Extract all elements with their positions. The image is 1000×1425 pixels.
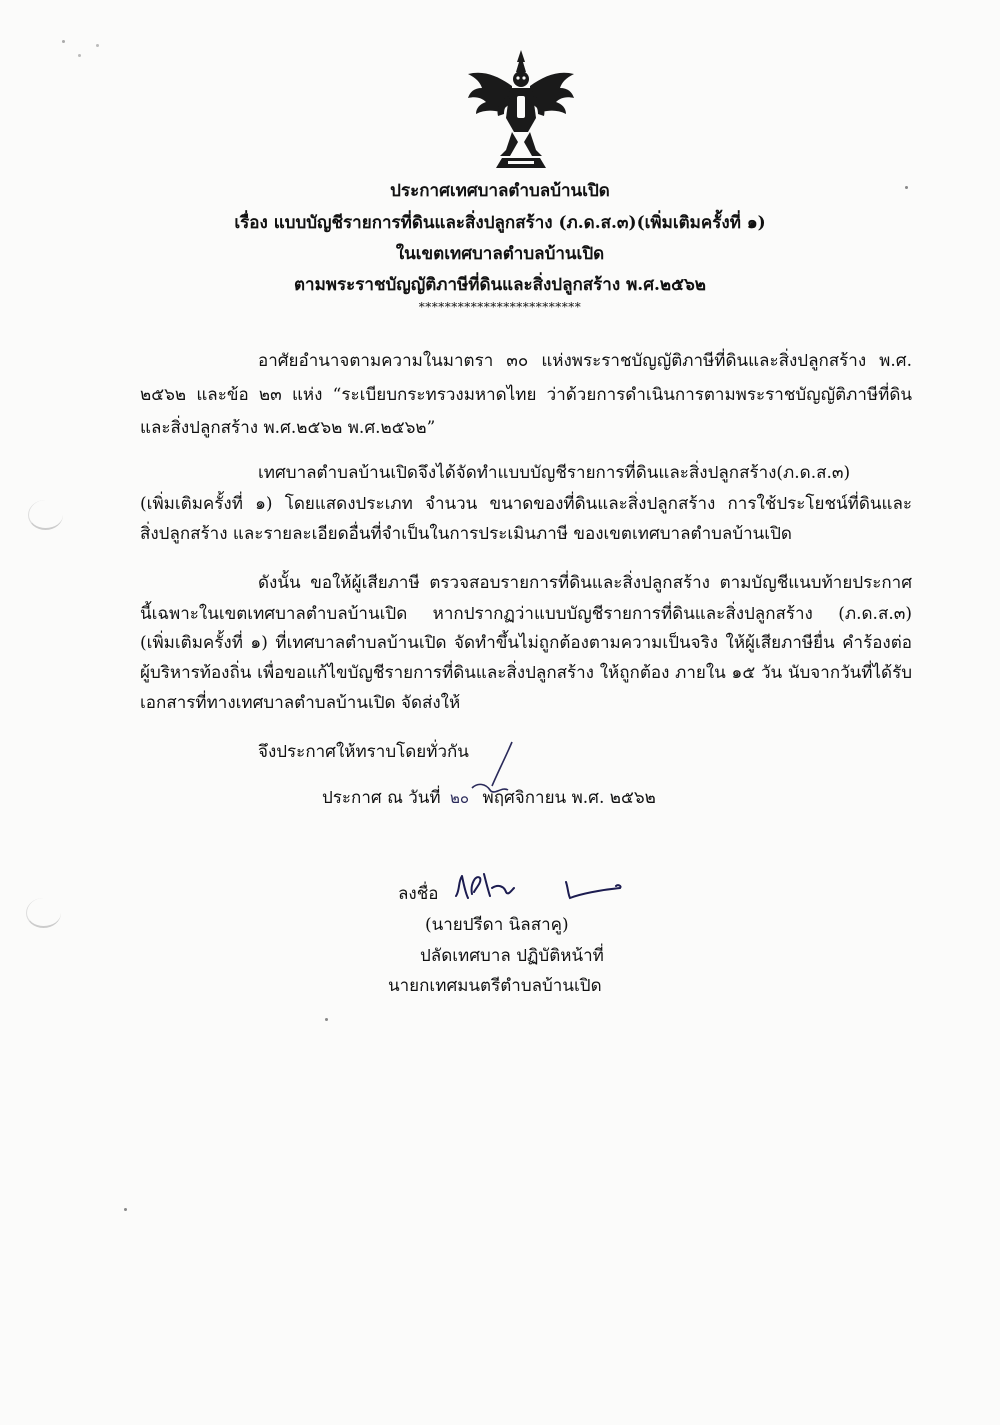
announcement-act: ตามพระราชบัญญัติภาษีที่ดินและสิ่งปลูกสร้าง พ.ศ.๒๕๖๒ <box>294 275 706 295</box>
paragraph-1-line: ๒๕๖๒ และข้อ ๒๓ แห่ง “ระเบียบกระทรวงมหาดไทย ว่าด้วยการดำเนินการตามพระราชบัญญัติภาษีที่ดิน <box>140 385 912 405</box>
paragraph-3-line: ผู้บริหารท้องถิ่น เพื่อขอแก้ไขบัญชีรายการที่ดินและสิ่งปลูกสร้าง ให้ถูกต้อง ภายใน ๑๕ วัน นับจากวันที่ได้รับ <box>140 663 912 683</box>
scan-speck <box>62 40 65 43</box>
scan-speck <box>78 54 81 57</box>
handwritten-signature <box>450 866 630 906</box>
signature-label: ลงชื่อ <box>398 884 439 904</box>
paragraph-2-line: เทศบาลตำบลบ้านเปิดจึงได้จัดทำแบบบัญชีรายการที่ดินและสิ่งปลูกสร้าง(ภ.ด.ส.๓) <box>258 463 851 483</box>
date-day: ๒๐ <box>450 789 470 807</box>
paragraph-2-line: สิ่งปลูกสร้าง และรายละเอียดอื่นที่จำเป็นในการประเมินภาษี ของเขตเทศบาลตำบลบ้านเปิด <box>140 524 792 544</box>
signatory-position: ปลัดเทศบาล ปฏิบัติหน้าที่ <box>420 946 604 966</box>
signatory-acting-position: นายกเทศมนตรีตำบลบ้านเปิด <box>388 976 602 996</box>
closing-statement: จึงประกาศให้ทราบโดยทั่วกัน <box>258 742 469 762</box>
signatory-name: (นายปรีดา นิลสาคู) <box>425 915 569 935</box>
scan-speck <box>124 1208 127 1211</box>
date-month-year: พฤศจิกายน พ.ศ. ๒๕๖๒ <box>482 788 656 808</box>
paragraph-3-line: นี้เฉพาะในเขตเทศบาลตำบลบ้านเปิด หากปรากฏว่าแบบบัญชีรายการที่ดินและสิ่งปลูกสร้าง (ภ.ด.ส.๓) <box>140 604 912 624</box>
paragraph-3-line: ดังนั้น ขอให้ผู้เสียภาษี ตรวจสอบรายการที่ดินและสิ่งปลูกสร้าง ตามบัญชีแนบท้ายประกาศ <box>258 573 912 593</box>
date-prefix: ประกาศ ณ วันที่ <box>322 788 441 808</box>
paragraph-2-line: (เพิ่มเติมครั้งที่ ๑) โดยแสดงประเภท จำนวน ขนาดของที่ดินและสิ่งปลูกสร้าง การใช้ประโยชน์ที่ดินและ <box>140 494 912 514</box>
separator-stars: ************************* <box>418 300 582 314</box>
scan-speck <box>96 44 99 47</box>
garuda-emblem-icon <box>462 46 580 172</box>
paragraph-3-line: (เพิ่มเติมครั้งที่ ๑) ที่เทศบาลตำบลบ้านเปิด จัดทำขึ้นไม่ถูกต้องตามความเป็นจริง ให้ผู้เสียภาษียื่น คำร้องต่อ <box>140 633 912 653</box>
punch-hole <box>26 898 61 928</box>
announcement-subject: เรื่อง แบบบัญชีรายการที่ดินและสิ่งปลูกสร้าง (ภ.ด.ส.๓)(เพิ่มเติมครั้งที่ ๑) <box>234 213 766 233</box>
paragraph-3-line: เอกสารที่ทางเทศบาลตำบลบ้านเปิด จัดส่งให้ <box>140 693 461 713</box>
scan-speck <box>905 186 908 189</box>
paragraph-1-line: และสิ่งปลูกสร้าง พ.ศ.๒๕๖๒ พ.ศ.๒๕๖๒” <box>140 418 436 438</box>
punch-hole <box>28 500 63 530</box>
announcement-title: ประกาศเทศบาลตำบลบ้านเปิด <box>390 181 610 201</box>
date-handwritten-mark <box>468 738 528 808</box>
paragraph-1-line: อาศัยอำนาจตามความในมาตรา ๓๐ แห่งพระราชบัญญัติภาษีที่ดินและสิ่งปลูกสร้าง พ.ศ. <box>258 351 912 371</box>
announcement-area: ในเขตเทศบาลตำบลบ้านเปิด <box>395 244 605 264</box>
scan-speck <box>325 1018 328 1021</box>
